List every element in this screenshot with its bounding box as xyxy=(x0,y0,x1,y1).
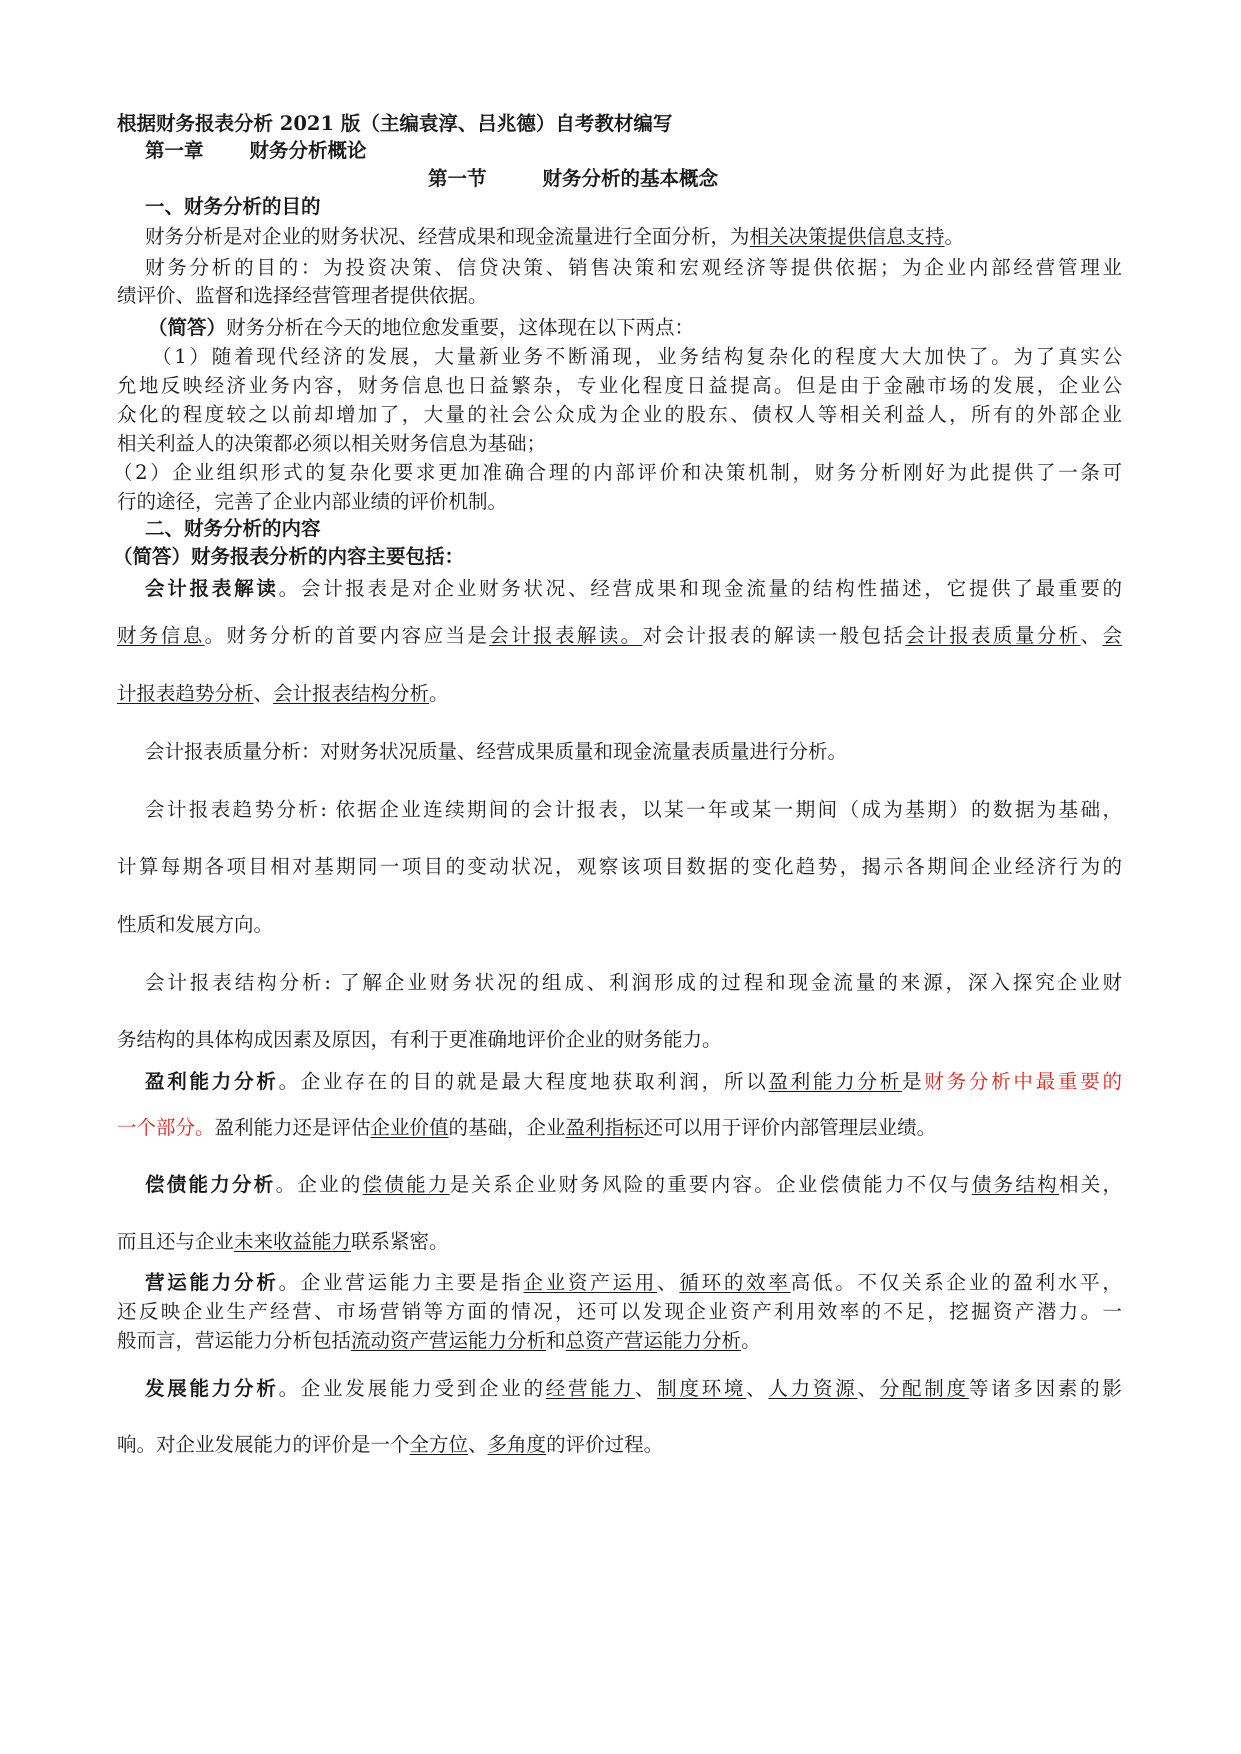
short-answer-content: （简答）财务报表分析的内容主要包括： xyxy=(113,545,465,568)
underlined-term: 未来收益能力 xyxy=(234,1230,352,1253)
text: 。 xyxy=(741,1329,761,1352)
text: 。企业发展能力受到企业的 xyxy=(278,1377,546,1400)
underlined-term: 经营能力 xyxy=(545,1377,635,1400)
point-2-line2: 行的途径，完善了企业内部业绩的评价机制。 xyxy=(117,490,508,513)
underlined-term: 分配制度 xyxy=(879,1377,969,1400)
text: 响。对企业发展能力的评价是一个 xyxy=(117,1433,410,1456)
accounting-para-line3 xyxy=(117,680,449,708)
underlined-term: 会 xyxy=(1102,624,1122,647)
highlight-text: 财务分析中最重要的 xyxy=(924,1070,1122,1093)
short-answer-tag: （简答） xyxy=(148,316,227,339)
text: 盈利能力还是评估 xyxy=(214,1116,371,1139)
text: 、 xyxy=(657,1271,680,1294)
text: 而且还与企业 xyxy=(117,1230,235,1253)
underlined-term: 财务信息 xyxy=(117,624,205,647)
point-1-line2: 允地反映经济业务内容，财务信息也日益繁杂，专业化程度日益提高。但是由于金融市场的发展，企业公 xyxy=(117,374,1122,397)
debt-para-line1 xyxy=(145,1171,1122,1199)
trend-analysis-line3: 性质和发展方向。 xyxy=(117,913,274,936)
text: 和 xyxy=(546,1329,566,1352)
text: 相关， xyxy=(1058,1173,1122,1196)
structure-analysis-line2: 务结构的具体构成因素及原因，有利于更准确地评价企业的财务能力。 xyxy=(117,1028,722,1051)
trend-analysis-line1: 会计报表趋势分析: 依据企业连续期间的会计报表，以某一年或某一期间（成为基期）的数据为基础， xyxy=(145,798,1122,821)
text: 。企业的 xyxy=(275,1173,363,1196)
bold-term: 发展能力分析 xyxy=(145,1377,279,1400)
text: 、 xyxy=(857,1377,880,1400)
underlined-term: 相关决策提供信息支持 xyxy=(749,225,945,248)
underlined-term: 会计报表结构分析 xyxy=(273,682,430,705)
trend-analysis-line2: 计算每期各项目相对基期同一项目的变动状况，观察该项目数据的变化趋势，揭示各期间企业经济行为的 xyxy=(117,855,1122,878)
heading-purpose: 一、财务分析的目的 xyxy=(145,195,321,218)
underlined-term: 会计报表解读。 xyxy=(489,624,643,647)
profit-para-line1 xyxy=(145,1068,1122,1096)
text: 。会计报表是对企业财务状况、经营成果和现金流量的结构性描述，它提供了最重要的 xyxy=(278,577,1122,600)
underlined-term: 计报表趋势分析 xyxy=(117,682,254,705)
text: 的基础，企业 xyxy=(448,1116,566,1139)
point-1-line3: 众化的程度较之以前却增加了，大量的社会公众成为企业的股东、债权人等相关利益人，所有的外部企业 xyxy=(117,403,1122,426)
bold-term: 偿债能力分析 xyxy=(145,1173,276,1196)
text: 的评价过程。 xyxy=(546,1433,664,1456)
point-1-line4: 相关利益人的决策都必须以相关财务信息为基础； xyxy=(117,432,547,455)
underlined-term: 盈利指标 xyxy=(565,1116,644,1139)
growth-para-line1 xyxy=(145,1375,1122,1403)
text: 。财务分析的首要内容应当是 xyxy=(204,624,490,647)
growth-para-line2 xyxy=(117,1431,663,1459)
bold-term: 会计报表解读 xyxy=(145,577,279,600)
section-number: 第一节 xyxy=(428,167,487,190)
section-title: 财务分析的基本概念 xyxy=(542,167,719,190)
point-2-line1: （2）企业组织形式的复杂化要求更加准确合理的内部评价和决策机制，财务分析刚好为此提供了一条可 xyxy=(113,461,1122,484)
paragraph-definition xyxy=(145,223,964,251)
underlined-term: 会计报表质量分析 xyxy=(905,624,1081,647)
text: 高低。不仅关系企业的盈利水平， xyxy=(790,1271,1122,1294)
operation-para-line1 xyxy=(145,1269,1122,1297)
text: 。 xyxy=(944,225,965,248)
text: 还可以用于评价内部管理层业绩。 xyxy=(643,1116,937,1139)
paragraph-purpose-line1: 财务分析的目的：为投资决策、信贷决策、销售决策和宏观经济等提供依据；为企业内部经营管理业 xyxy=(145,256,1122,279)
text: 。企业存在的目的就是最大程度地获取利润，所以 xyxy=(278,1070,769,1093)
bold-term: 营运能力分析 xyxy=(145,1271,279,1294)
chapter-number: 第一章 xyxy=(145,139,204,162)
bold-term: 盈利能力分析 xyxy=(145,1070,279,1093)
text: 般而言，营运能力分析包括 xyxy=(117,1329,352,1352)
underlined-term: 盈利能力分析 xyxy=(768,1070,903,1093)
underlined-term: 流动资产营运能力分析 xyxy=(351,1329,547,1352)
chapter-heading xyxy=(145,137,367,165)
short-answer-importance xyxy=(148,314,694,342)
document-header: 根据财务报表分析 2021 版（主编袁淳、吕兆德）自考教材编写 xyxy=(117,112,673,135)
quality-analysis: 会计报表质量分析：对财务状况质量、经营成果质量和现金流量表质量进行分析。 xyxy=(145,740,848,763)
profit-para-line2 xyxy=(117,1114,936,1142)
operation-para-line2: 还反映企业生产经营、市场营销等方面的情况，还可以发现企业资产利用效率的不足，挖掘资产潜力。一 xyxy=(117,1300,1122,1323)
text: 对会计报表的解读一般包括 xyxy=(642,624,906,647)
underlined-term: 全方位 xyxy=(409,1433,469,1456)
accounting-para-line2 xyxy=(117,622,1122,650)
underlined-term: 人力资源 xyxy=(768,1377,858,1400)
paragraph-purpose-line2: 绩评价、监督和选择经营管理者提供依据。 xyxy=(117,284,488,307)
debt-para-line2 xyxy=(117,1228,449,1256)
underlined-term: 总资产营运能力分析 xyxy=(565,1329,742,1352)
text: 、 xyxy=(746,1377,769,1400)
chapter-title: 财务分析概论 xyxy=(249,139,367,162)
text: 是关系企业财务风险的重要内容。企业偿债能力不仅与 xyxy=(449,1173,972,1196)
text: 财务分析是对企业的财务状况、经营成果和现金流量进行全面分析，为 xyxy=(145,225,750,248)
text: 。企业营运能力主要是指 xyxy=(278,1271,524,1294)
structure-analysis-line1: 会计报表结构分析: 了解企业财务状况的组成、利润形成的过程和现金流量的来源，深入探究企业财 xyxy=(145,971,1122,994)
underlined-term: 债务结构 xyxy=(971,1173,1059,1196)
point-1-line1: （1）随着现代经济的发展，大量新业务不断涌现，业务结构复杂化的程度大大加快了。为了真实公 xyxy=(152,345,1122,368)
text: 。 xyxy=(429,682,449,705)
text: 是 xyxy=(902,1070,925,1093)
text: 财务分析在今天的地位愈发重要，这体现在以下两点： xyxy=(226,316,695,339)
text: 、 xyxy=(253,682,274,705)
text: 、 xyxy=(1080,624,1103,647)
underlined-term: 制度环境 xyxy=(657,1377,747,1400)
text: 、 xyxy=(634,1377,658,1400)
text: 等诸多因素的影 xyxy=(968,1377,1122,1400)
underlined-term: 循环的效率 xyxy=(679,1271,791,1294)
text: 联系紧密。 xyxy=(351,1230,449,1253)
text: 、 xyxy=(468,1433,488,1456)
operation-para-line3 xyxy=(117,1327,761,1355)
section-heading xyxy=(428,165,718,193)
heading-content: 二、财务分析的内容 xyxy=(145,517,321,540)
underlined-term: 企业资产运用 xyxy=(523,1271,658,1294)
highlight-text: 一个部分。 xyxy=(117,1116,215,1139)
accounting-para-line1 xyxy=(145,575,1122,603)
underlined-term: 偿债能力 xyxy=(362,1173,450,1196)
underlined-term: 多角度 xyxy=(487,1433,547,1456)
underlined-term: 企业价值 xyxy=(370,1116,449,1139)
